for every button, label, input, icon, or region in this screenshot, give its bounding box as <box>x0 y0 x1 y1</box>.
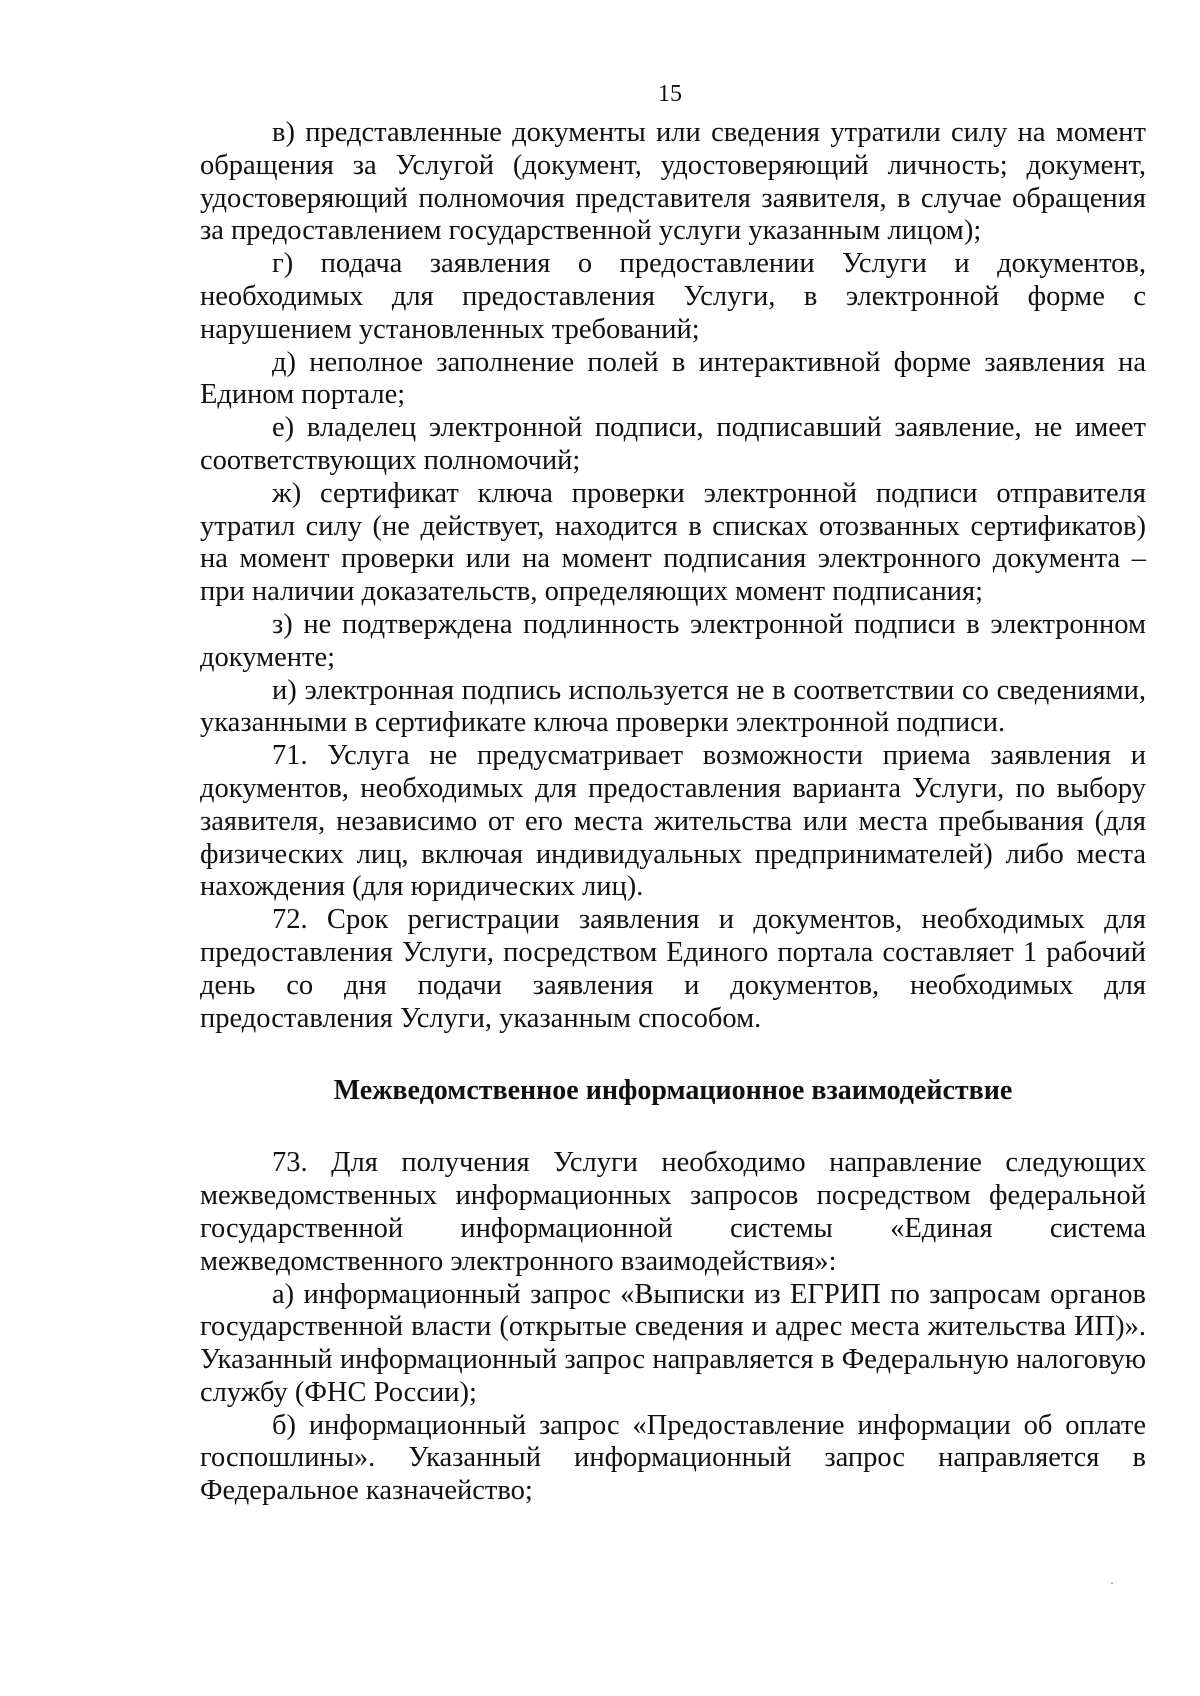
list-item-a: а) информационный запрос «Выписки из ЕГРИП по запросам органов государственной власти (открытые сведения и адрес места жительства ИП)». Указанный информационный запрос направляется в Федеральную налоговую службу (ФНС России); <box>200 1278 1146 1408</box>
list-item-z: з) не подтверждена подлинность электронной подписи в электронном документе; <box>200 608 1146 673</box>
clause-73: 73. Для получения Услуги необходимо направление следующих межведомственных информационных запросов посредством федеральной государственной информационной системы «Единая система межведомственного электронного взаимодействия»: <box>200 1147 1146 1277</box>
list-item-zh: ж) сертификат ключа проверки электронной подписи отправителя утратил силу (не действует, находится в списках отозванных сертификатов) на момент проверки или на момент подписания электронного документа – при наличии доказательств, определяющих момент подписания; <box>200 477 1146 608</box>
list-item-v: в) представленные документы или сведения утратили силу на момент обращения за Услугой (документ, удостоверяющий личность; документ, удостоверяющий полномочия представителя заявителя, в случае обращения за предоставлением государственной услуги указанным лицом); <box>200 117 1146 247</box>
clause-71: 71. Услуга не предусматривает возможности приема заявления и документов, необходимых для предоставления варианта Услуги, по выбору заявителя, независимо от его места жительства или места пребывания (для физических лиц, включая индивидуальных предпринимателей) либо места нахождения (для юридических лиц). <box>200 740 1146 903</box>
list-item-i: и) электронная подпись используется не в соответствии со сведениями, указанными в сертификате ключа проверки электронной подписи. <box>200 674 1146 739</box>
list-item-e: е) владелец электронной подписи, подписавший заявление, не имеет соответствующих полномочий; <box>200 412 1146 476</box>
document-body <box>200 117 1146 1508</box>
list-item-d: д) неполное заполнение полей в интерактивной форме заявления на Едином портале; <box>200 346 1146 411</box>
clause-72: 72. Срок регистрации заявления и документов, необходимых для предоставления Услуги, посредством Единого портала составляет 1 рабочий день со дня подачи заявления и документов, необходимых для предоставления Услуги, указанным способом. <box>200 904 1146 1034</box>
scan-artifact-dot <box>1111 1582 1113 1584</box>
list-item-g: г) подача заявления о предоставлении Услуги и документов, необходимых для предоставления Услуги, в электронной форме с нарушением установленных требований; <box>200 248 1146 345</box>
section-heading: Межведомственное информационное взаимодействие <box>333 1075 1013 1107</box>
page-number: 15 <box>658 81 682 107</box>
list-item-b: б) информационный запрос «Предоставление информации об оплате госпошлины». Указанный информационный запрос направляется в Федеральное казначейство; <box>200 1409 1146 1507</box>
